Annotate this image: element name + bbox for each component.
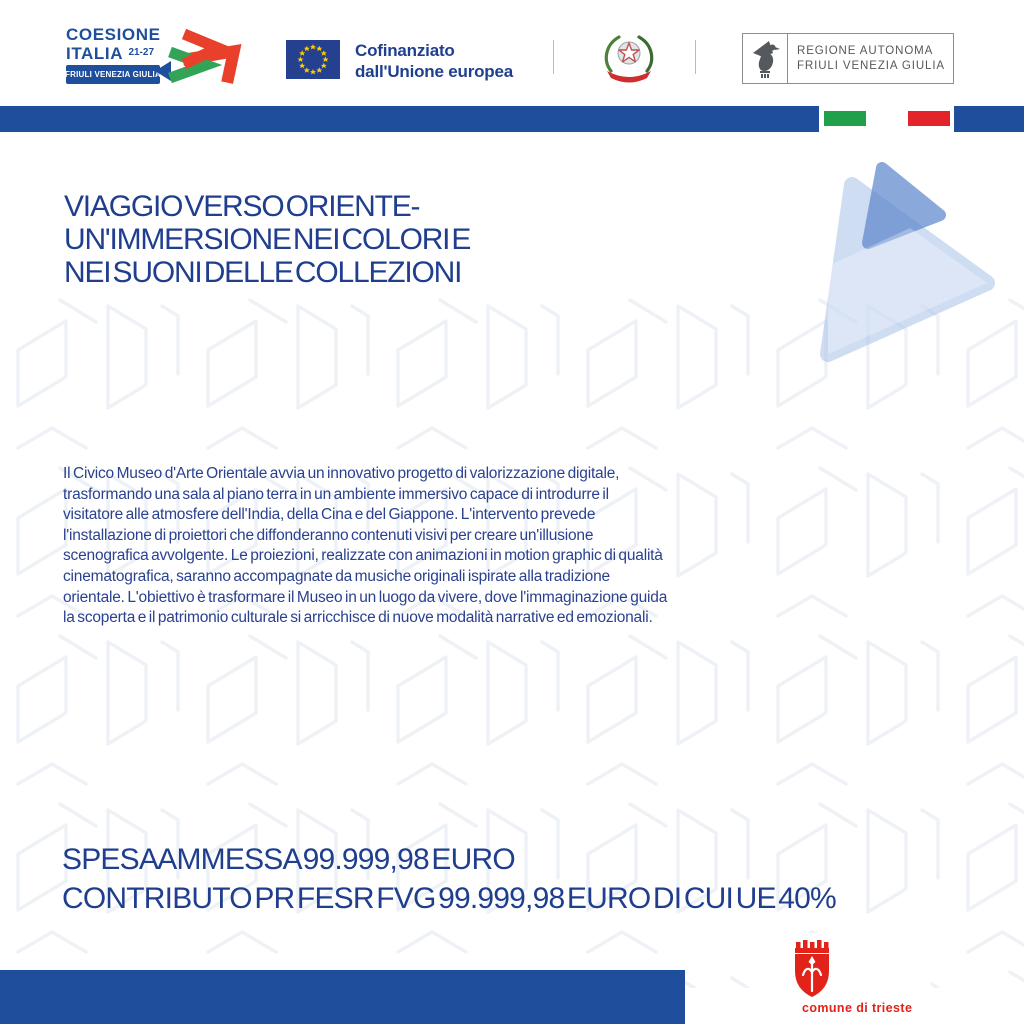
coesione-title-line2: ITALIA $^{21-27}$ [66,44,155,63]
fvg-text-line2: FRIULI VENEZIA GIULIA [797,59,945,72]
description-line: l'installazione di proiettori che diffonderanno contenuti visivi per creare un'illusione [63,526,594,544]
description-line: scenografica avvolgente. Le proiezioni, realizzate con animazioni in motion graphic di qualità [63,547,663,565]
coesione-italia-logo [66,26,236,86]
coesione-period: 21-27 [128,47,155,58]
fvg-eagle-cell [743,34,788,83]
bottom-blue-bar [0,970,685,1024]
flag-green-stripe [824,111,866,126]
title-line: UN'IMMERSIONE NEI COLORI E [64,223,471,256]
description-line: Il Civico Museo d'Arte Orientale avvia un innovativo progetto di valorizzazione digitale, [63,465,620,482]
description-line: visitatore alle atmosfere dell'India, della Cina e del Giappone. L'intervento prevede [63,506,596,524]
top-blue-bar [0,106,1024,132]
eagle-icon [749,39,781,79]
comune-trieste-logo [775,933,931,1024]
header-divider [553,40,554,74]
trieste-shield-icon [783,937,843,1001]
title-line: VIAGGIO VERSO ORIENTE- [64,190,420,223]
fvg-text-line1: REGIONE AUTONOMA [797,44,934,57]
description-line: orientale. L'obiettivo è trasformare il Museo in un luogo da vivere, dove l'immaginazione guida [63,588,668,606]
flag-red-stripe [908,111,950,126]
eu-text-line2: dall'Unione europea [355,62,513,81]
description-line: trasformando una sala al piano terra in un ambiente immersivo capace di introdurre il [63,485,609,503]
eu-text-line1: Cofinanziato [355,41,455,60]
project-title [64,190,470,289]
trieste-label: comune di trieste [802,1001,913,1015]
triangle-graphic-icon [815,158,1015,370]
italy-emblem-icon [595,31,663,85]
project-description [63,464,667,629]
funding-line-contributo: CONTRIBUTO PR FESR FVG 99.999,98 EURO DI CUI UE 40% [62,882,836,915]
coesione-region-banner: FRIULI VENEZIA GIULIA [66,65,160,84]
funding-summary [62,840,836,918]
folded-arrow-icon [154,28,302,90]
header-logos [0,0,1024,104]
description-line: la scoperta e il patrimonio culturale si arricchisce di nuove modalità narrative ed emozionali. [63,609,653,627]
title-line: NEI SUONI DELLE COLLEZIONI [64,256,462,289]
funding-line-spesa: SPESA AMMESSA 99.999,98 EURO [62,843,515,876]
italian-flag-field [819,106,954,132]
fvg-text-cell [788,34,953,83]
flag-white-stripe [866,111,908,126]
eu-flag-icon [286,40,340,79]
coesione-title-line1: COESIONE [66,25,161,44]
regione-fvg-logo [742,33,954,84]
header-divider [695,40,696,74]
eu-cofinanziato-text [355,40,513,82]
italian-flag-icon [824,111,950,126]
description-line: cinematografica, saranno accompagnate da musiche originali ispirate alla tradizione [63,567,610,585]
